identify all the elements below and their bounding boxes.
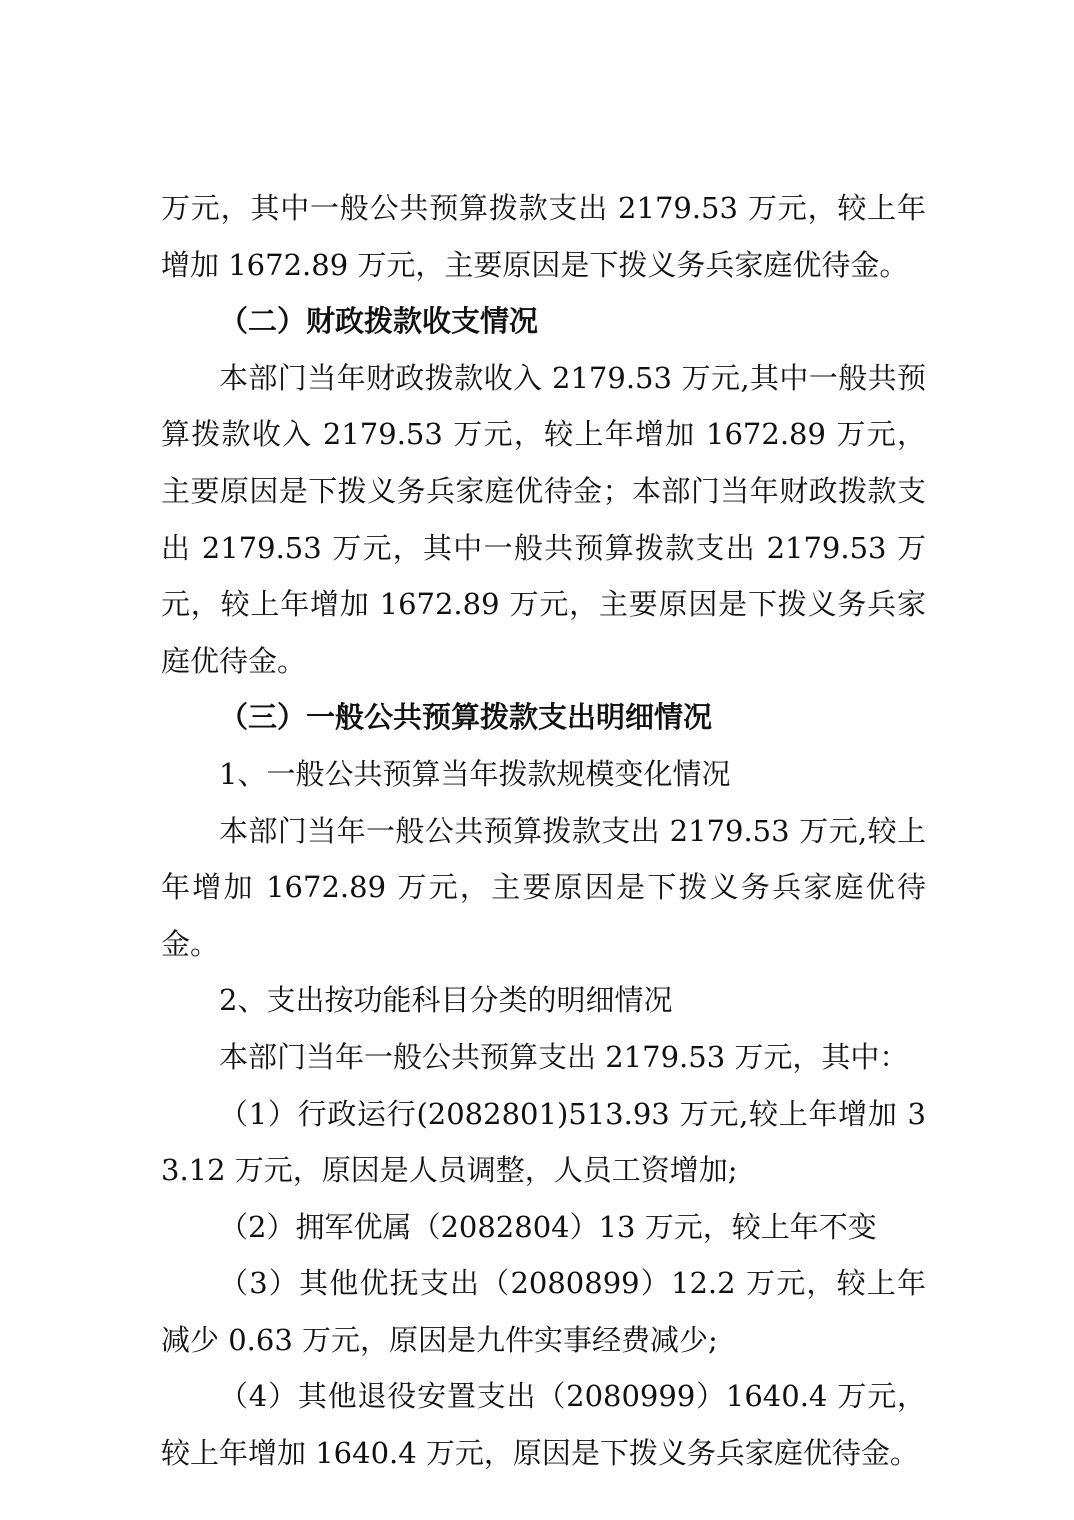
- document-page: [161, 180, 926, 1482]
- list-item-support-military: （2）拥军优属（2082804）13 万元，较上年不变: [219, 1209, 877, 1244]
- subheading-scale-change: 1、一般公共预算当年拨款规模变化情况: [219, 756, 731, 791]
- section-heading-fiscal-appropriation: （二）财政拨款收支情况: [219, 304, 539, 339]
- list-item-other-veteran-placement: （4）其他退役安置支出（2080999）1640.4 万元，较上年增加 1640.4 万元，原因是下拨义务兵家庭优待金。: [161, 1379, 926, 1471]
- list-item-administrative-operation: （1）行政运行(2082801)513.93 万元,较上年增加 33.12 万元，原因是人员调整，人员工资增加;: [161, 1096, 926, 1188]
- paragraph-scale-change: 本部门当年一般公共预算拨款支出 2179.53 万元,较上年增加 1672.89 万元，主要原因是下拨义务兵家庭优待金。: [161, 813, 926, 961]
- subheading-functional-classification: 2、支出按功能科目分类的明细情况: [219, 983, 673, 1018]
- list-item-other-pension: （3）其他优抚支出（2080899）12.2 万元，较上年减少 0.63 万元，原因是九件实事经费减少;: [161, 1266, 926, 1357]
- paragraph-fiscal-appropriation: 本部门当年财政拨款收入 2179.53 万元,其中一般共预算拨款收入 2179.53 万元，较上年增加 1672.89 万元，主要原因是下拨义务兵家庭优待金；本部门当年财政拨款支出 2179.53 万元，其中一般共预算拨款支出 2179.53 万元，较上年增加 1672.89 万元，主要原因是下拨义务兵家庭优待金。: [161, 360, 926, 678]
- paragraph-expenditure-total: 本部门当年一般公共预算支出 2179.53 万元，其中：: [219, 1039, 909, 1074]
- paragraph-continuation: 万元，其中一般公共预算拨款支出 2179.53 万元，较上年增加 1672.89 万元，主要原因是下拨义务兵家庭优待金。: [161, 191, 926, 282]
- section-heading-general-budget-detail: （三）一般公共预算拨款支出明细情况: [219, 700, 713, 735]
